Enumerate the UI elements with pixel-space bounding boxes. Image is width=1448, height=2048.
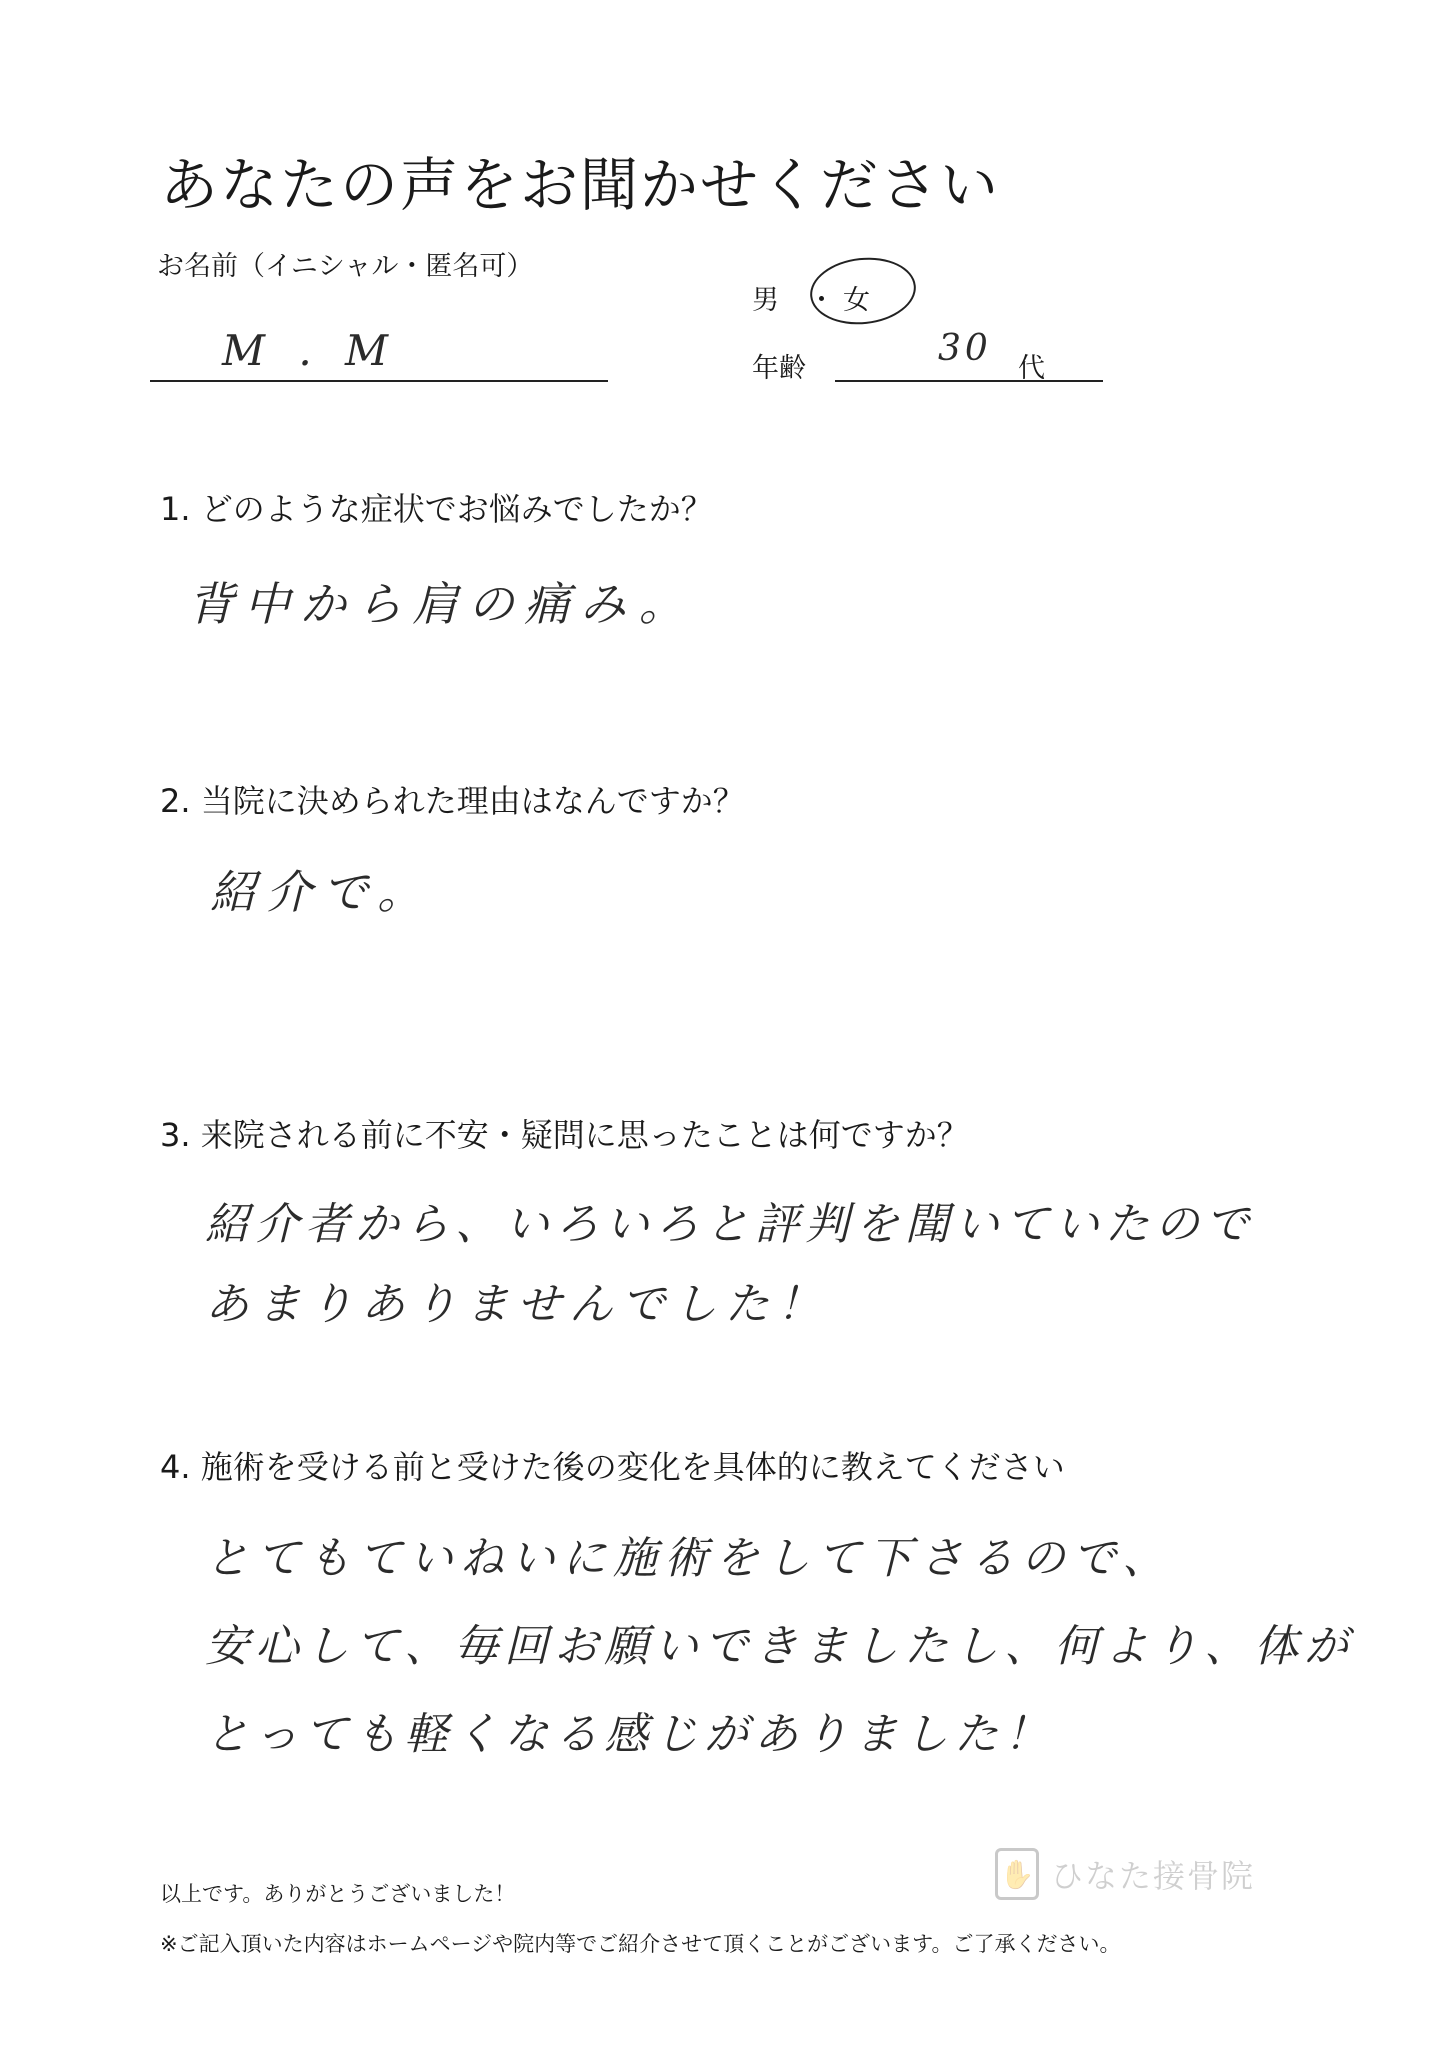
question-4 [160,1442,1065,1488]
clinic-logo [995,1848,1255,1900]
answer-3-line-2: あまりありませんでした！ [205,1279,829,1330]
name-underline [150,380,608,382]
age-suffix: 代 [1018,353,1045,384]
answer-4-line-3: とっても軽くなる感じがありました！ [205,1709,1055,1760]
gender-separator: ・ [808,285,835,316]
answer-4-line-2: 安心して、毎回お願いできましたし、何より、体が [205,1621,1355,1672]
age-underline [835,380,1103,382]
answer-2-line-1: 紹介で。 [210,865,434,919]
clinic-logo-text: ひなた接骨院 [1051,1857,1256,1895]
question-1-number: 1. [160,490,191,528]
question-2 [160,776,745,822]
name-value: M . M [222,326,399,375]
answer-4-line-1: とてもていねいに施術をして下さるので、 [205,1533,1174,1584]
question-1 [160,484,713,530]
gender-female-label: 女 [843,285,870,316]
age-label: 年齢 [752,353,806,384]
question-2-text: 当院に決められた理由はなんですか？ [200,782,745,820]
question-3-text: 来院される前に不安・疑問に思ったことは何ですか？ [200,1116,969,1154]
footer-note: ※ご記入頂いた内容はホームページや院内等でご紹介させて頂くことがございます。ご了承ください。 [160,1932,1121,1956]
hand-icon: ✋ [995,1848,1039,1900]
age-value: 30 [938,328,992,369]
question-4-text: 施術を受ける前と受けた後の変化を具体的に教えてください [200,1448,1065,1486]
question-1-text: どのような症状でお悩みでしたか？ [200,490,713,528]
question-4-number: 4. [160,1448,191,1486]
answer-3-line-1: 紹介者から、いろいろと評判を聞いていたので [205,1199,1255,1250]
question-2-number: 2. [160,782,191,820]
name-label: お名前（イニシャル・匿名可） [157,251,534,282]
form-title: あなたの声をお聞かせください [160,151,1001,219]
question-3 [160,1110,969,1156]
question-3-number: 3. [160,1116,191,1154]
gender-male-label: 男 [752,285,779,316]
footer-thanks: 以上です。ありがとうございました！ [160,1882,516,1906]
answer-1-line-1: 背中から肩の痛み。 [188,577,695,631]
gender-selected-circle [807,253,919,330]
